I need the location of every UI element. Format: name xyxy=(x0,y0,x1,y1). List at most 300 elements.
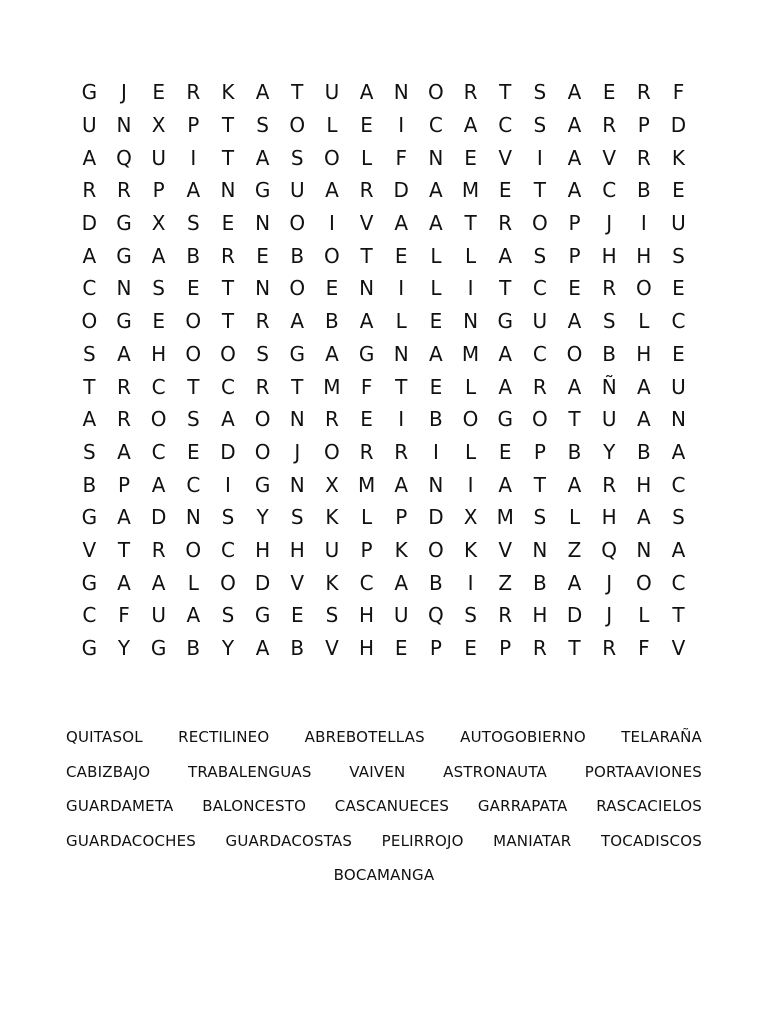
grid-cell: O xyxy=(254,407,271,432)
grid-cell: K xyxy=(394,537,408,562)
grid-cell: D xyxy=(220,439,236,464)
grid-cell: H xyxy=(636,341,652,366)
grid-cell: A xyxy=(394,211,409,236)
grid-cell: S xyxy=(82,439,96,464)
grid-cell: P xyxy=(499,636,512,661)
grid-cell: N xyxy=(428,145,444,170)
grid-cell: H xyxy=(359,603,375,628)
grid-cell: T xyxy=(221,309,235,334)
grid-cell: F xyxy=(638,636,650,661)
grid-cell: A xyxy=(117,341,131,366)
grid-cell: E xyxy=(360,407,373,432)
grid-cell: A xyxy=(221,407,235,432)
grid-cell: R xyxy=(255,374,270,399)
grid-cell: R xyxy=(532,374,547,399)
word-item: BOCAMANGA xyxy=(333,866,435,885)
grid-cell: O xyxy=(289,276,306,301)
grid-cell: E xyxy=(325,276,339,301)
grid-cell: Ñ xyxy=(601,374,617,399)
grid-cell: A xyxy=(567,178,582,203)
grid-cell: I xyxy=(225,472,231,497)
grid-cell: M xyxy=(323,374,341,399)
grid-cell: Y xyxy=(256,505,269,530)
grid-cell: O xyxy=(635,276,652,301)
grid-cell: V xyxy=(325,636,339,661)
grid-cell: S xyxy=(82,341,96,366)
grid-cell: E xyxy=(464,145,477,170)
grid-cell: O xyxy=(185,309,202,334)
grid-cell: I xyxy=(398,113,405,138)
grid-cell: N xyxy=(671,407,686,432)
grid-cell: E xyxy=(152,309,165,334)
grid-cell: A xyxy=(498,341,513,366)
word-row xyxy=(56,789,712,824)
grid-cell: T xyxy=(187,374,200,399)
grid-cell: A xyxy=(567,113,582,138)
grid-cell: R xyxy=(117,374,131,399)
grid-cell: X xyxy=(151,113,166,138)
word-item: GARRAPATA xyxy=(477,797,568,816)
word-item: ABREBOTELLAS xyxy=(304,728,425,747)
grid-cell: T xyxy=(221,113,235,138)
grid-cell: O xyxy=(324,439,340,464)
grid-cell: A xyxy=(82,407,97,432)
grid-cell: E xyxy=(464,636,477,661)
grid-cell: P xyxy=(568,211,581,236)
grid-cell: E xyxy=(186,276,200,301)
grid-cell: D xyxy=(393,178,409,203)
grid-cell: E xyxy=(672,341,685,366)
grid-cell: A xyxy=(359,80,374,105)
grid-cell: J xyxy=(606,211,613,236)
grid-cell: S xyxy=(602,309,616,334)
grid-cell: A xyxy=(117,439,131,464)
grid-cell: F xyxy=(118,603,130,628)
grid-cell: G xyxy=(358,341,375,366)
grid-cell: U xyxy=(324,537,340,562)
grid-cell: A xyxy=(671,439,686,464)
grid-cell: X xyxy=(325,472,339,497)
grid-cell: N xyxy=(255,276,271,301)
grid-cell: P xyxy=(187,113,200,138)
grid-cell: I xyxy=(190,145,197,170)
grid-cell: D xyxy=(150,505,167,530)
grid-cell: D xyxy=(670,113,687,138)
grid-cell: S xyxy=(533,113,547,138)
grid-cell: E xyxy=(672,178,685,203)
grid-cell: F xyxy=(360,374,373,399)
grid-cell: B xyxy=(636,439,651,464)
grid-cell: R xyxy=(82,178,97,203)
grid-cell: O xyxy=(531,407,548,432)
word-row xyxy=(56,755,712,790)
grid-cell: N xyxy=(289,472,305,497)
grid-cell: E xyxy=(498,439,512,464)
grid-cell: R xyxy=(394,439,409,464)
grid-cell: U xyxy=(151,145,166,170)
grid-cell: C xyxy=(359,570,374,595)
grid-cell: F xyxy=(395,145,407,170)
grid-cell: V xyxy=(602,145,617,170)
grid-cell: G xyxy=(150,636,167,661)
grid-cell: P xyxy=(637,113,650,138)
grid-cell: A xyxy=(567,570,582,595)
grid-cell: E xyxy=(394,636,408,661)
grid-cell: A xyxy=(82,145,97,170)
grid-cell: Y xyxy=(603,439,616,464)
grid-cell: O xyxy=(185,341,202,366)
grid-cell: C xyxy=(532,341,547,366)
grid-cell: E xyxy=(429,309,443,334)
grid-cell: E xyxy=(290,603,304,628)
grid-cell: S xyxy=(464,603,477,628)
grid-cell: S xyxy=(672,243,685,268)
grid-cell: Z xyxy=(567,537,582,562)
word-item: ASTRONAUTA xyxy=(443,762,548,781)
grid-cell: E xyxy=(256,243,269,268)
grid-cell: A xyxy=(255,80,270,105)
grid-cell: J xyxy=(606,570,613,595)
grid-cell: R xyxy=(498,603,513,628)
grid-cell: B xyxy=(602,341,617,366)
grid-cell: Z xyxy=(498,570,513,595)
grid-cell: A xyxy=(636,505,651,530)
grid-cell: N xyxy=(359,276,375,301)
word-item: PORTAAVIONES xyxy=(584,762,702,781)
grid-cell: B xyxy=(82,472,97,497)
grid-cell: S xyxy=(290,505,304,530)
grid-cell: G xyxy=(497,309,513,334)
grid-cell: E xyxy=(498,178,512,203)
grid-cell: O xyxy=(220,570,236,595)
grid-cell: I xyxy=(640,211,647,236)
word-list xyxy=(56,720,712,893)
grid-cell: V xyxy=(82,537,97,562)
grid-cell: L xyxy=(187,570,199,595)
grid-cell: U xyxy=(671,211,686,236)
grid-cell: N xyxy=(255,211,271,236)
grid-cell: C xyxy=(428,113,443,138)
grid-cell: C xyxy=(671,309,686,334)
grid-cell: C xyxy=(186,472,201,497)
grid-cell: A xyxy=(255,636,270,661)
grid-cell: R xyxy=(602,113,617,138)
grid-cell: T xyxy=(499,80,512,105)
grid-cell: S xyxy=(186,211,200,236)
grid-cell: T xyxy=(221,276,235,301)
grid-cell: N xyxy=(220,178,236,203)
grid-cell: D xyxy=(81,211,98,236)
grid-cell: R xyxy=(636,80,651,105)
grid-cell: L xyxy=(464,374,477,399)
grid-cell: L xyxy=(395,309,407,334)
grid-cell: N xyxy=(185,505,201,530)
grid-cell: O xyxy=(220,341,236,366)
grid-cell: E xyxy=(602,80,616,105)
grid-cell: R xyxy=(359,178,374,203)
word-row xyxy=(56,824,712,859)
grid-cell: E xyxy=(360,113,373,138)
grid-cell: R xyxy=(359,439,374,464)
grid-cell: T xyxy=(117,537,131,562)
grid-cell: A xyxy=(567,145,582,170)
grid-cell: R xyxy=(151,537,166,562)
letter-grid xyxy=(72,76,696,664)
grid-cell: H xyxy=(601,243,617,268)
grid-cell: Q xyxy=(428,603,444,628)
grid-cell: S xyxy=(325,603,339,628)
grid-cell: I xyxy=(398,276,405,301)
grid-cell: A xyxy=(498,243,513,268)
grid-cell: A xyxy=(394,570,409,595)
word-row xyxy=(56,720,712,755)
grid-cell: G xyxy=(81,570,98,595)
grid-cell: T xyxy=(499,276,512,301)
grid-cell: R xyxy=(602,472,617,497)
grid-cell: P xyxy=(152,178,165,203)
grid-cell: B xyxy=(186,243,201,268)
grid-cell: C xyxy=(151,374,166,399)
grid-cell: P xyxy=(117,472,131,497)
grid-cell: O xyxy=(254,439,271,464)
grid-cell: S xyxy=(256,341,269,366)
grid-cell: M xyxy=(461,178,480,203)
grid-cell: G xyxy=(81,636,98,661)
grid-cell: B xyxy=(429,570,443,595)
grid-cell: A xyxy=(567,374,582,399)
grid-cell: E xyxy=(672,276,685,301)
grid-cell: U xyxy=(151,603,166,628)
grid-cell: E xyxy=(568,276,581,301)
grid-cell: O xyxy=(462,407,479,432)
grid-cell: N xyxy=(116,113,132,138)
grid-cell: M xyxy=(461,341,480,366)
grid-cell: Q xyxy=(601,537,618,562)
grid-cell: S xyxy=(221,603,235,628)
grid-cell: B xyxy=(532,570,547,595)
grid-cell: L xyxy=(430,276,442,301)
grid-cell: A xyxy=(394,472,409,497)
grid-cell: D xyxy=(566,603,583,628)
grid-cell: I xyxy=(536,145,543,170)
word-item: RASCACIELOS xyxy=(596,797,702,816)
grid-cell: P xyxy=(533,439,546,464)
grid-cell: N xyxy=(289,407,305,432)
grid-cell: N xyxy=(636,537,652,562)
grid-cell: A xyxy=(82,243,97,268)
grid-cell: U xyxy=(532,309,548,334)
grid-cell: A xyxy=(636,407,651,432)
grid-cell: E xyxy=(429,374,443,399)
grid-cell: C xyxy=(671,472,686,497)
grid-cell: T xyxy=(464,211,477,236)
grid-cell: O xyxy=(566,341,583,366)
grid-cell: C xyxy=(151,439,166,464)
grid-cell: T xyxy=(221,145,235,170)
grid-cell: A xyxy=(290,309,305,334)
grid-cell: Q xyxy=(116,145,132,170)
grid-cell: L xyxy=(464,243,477,268)
grid-cell: S xyxy=(256,113,269,138)
grid-cell: S xyxy=(533,505,547,530)
grid-cell: A xyxy=(117,570,131,595)
grid-cell: B xyxy=(567,439,582,464)
grid-cell: C xyxy=(82,276,97,301)
grid-cell: N xyxy=(393,80,409,105)
grid-cell: N xyxy=(532,537,548,562)
grid-cell: A xyxy=(117,505,131,530)
grid-cell: A xyxy=(186,603,201,628)
grid-cell: R xyxy=(602,636,617,661)
grid-cell: O xyxy=(635,570,652,595)
grid-cell: T xyxy=(291,374,304,399)
word-item: MANIATAR xyxy=(493,831,572,850)
grid-cell: G xyxy=(497,407,513,432)
grid-cell: R xyxy=(221,243,235,268)
grid-cell: E xyxy=(221,211,235,236)
grid-cell: R xyxy=(498,211,513,236)
grid-cell: N xyxy=(428,472,444,497)
grid-cell: U xyxy=(393,603,409,628)
grid-cell: D xyxy=(428,505,444,530)
grid-cell: G xyxy=(289,341,306,366)
grid-cell: G xyxy=(116,309,132,334)
grid-cell: T xyxy=(360,243,373,268)
grid-cell: R xyxy=(186,80,201,105)
grid-cell: I xyxy=(398,407,405,432)
grid-cell: I xyxy=(328,211,335,236)
grid-cell: L xyxy=(361,145,373,170)
grid-cell: A xyxy=(636,374,651,399)
grid-cell: C xyxy=(532,276,547,301)
word-item: CABIZBAJO xyxy=(66,762,151,781)
grid-cell: J xyxy=(606,603,613,628)
word-row xyxy=(56,858,712,893)
grid-cell: F xyxy=(672,80,685,105)
word-item: QUITASOL xyxy=(66,728,143,747)
grid-cell: A xyxy=(151,472,166,497)
grid-cell: H xyxy=(636,243,652,268)
grid-cell: Y xyxy=(221,636,235,661)
grid-cell: O xyxy=(81,309,98,334)
grid-cell: J xyxy=(121,80,127,105)
grid-cell: K xyxy=(325,570,339,595)
grid-cell: T xyxy=(395,374,408,399)
grid-cell: G xyxy=(254,603,271,628)
grid-cell: T xyxy=(533,472,546,497)
grid-cell: O xyxy=(531,211,548,236)
grid-cell: T xyxy=(672,603,685,628)
grid-cell: S xyxy=(672,505,685,530)
grid-cell: K xyxy=(463,537,478,562)
grid-cell: S xyxy=(186,407,200,432)
grid-cell: A xyxy=(567,472,582,497)
word-item: GUARDACOSTAS xyxy=(225,831,353,850)
grid-cell: K xyxy=(671,145,686,170)
grid-cell: G xyxy=(254,472,271,497)
grid-cell: C xyxy=(602,178,617,203)
grid-cell: U xyxy=(289,178,305,203)
grid-cell: E xyxy=(394,243,408,268)
grid-cell: H xyxy=(289,537,305,562)
grid-cell: I xyxy=(467,472,474,497)
grid-cell: O xyxy=(324,243,340,268)
grid-cell: R xyxy=(255,309,270,334)
grid-cell: L xyxy=(326,113,338,138)
grid-cell: R xyxy=(636,145,651,170)
grid-cell: L xyxy=(464,439,477,464)
grid-cell: U xyxy=(671,374,686,399)
grid-cell: U xyxy=(601,407,617,432)
grid-cell: A xyxy=(463,113,478,138)
grid-cell: Y xyxy=(117,636,131,661)
word-item: RECTILINEO xyxy=(178,728,270,747)
grid-cell: A xyxy=(429,178,443,203)
grid-cell: B xyxy=(290,636,305,661)
grid-cell: N xyxy=(116,276,132,301)
grid-cell: A xyxy=(359,309,374,334)
grid-cell: V xyxy=(498,537,513,562)
grid-cell: P xyxy=(429,636,442,661)
grid-cell: V xyxy=(359,211,374,236)
word-item: VAIVEN xyxy=(349,762,406,781)
grid-cell: A xyxy=(429,341,443,366)
grid-cell: A xyxy=(186,178,201,203)
grid-cell: S xyxy=(152,276,165,301)
grid-cell: O xyxy=(185,537,202,562)
word-item: PELIRROJO xyxy=(381,831,464,850)
grid-cell: S xyxy=(221,505,235,530)
grid-cell: M xyxy=(496,505,514,530)
grid-cell: V xyxy=(498,145,513,170)
grid-cell: B xyxy=(290,243,305,268)
grid-cell: L xyxy=(638,603,650,628)
grid-cell: P xyxy=(360,537,373,562)
grid-cell: M xyxy=(357,472,376,497)
grid-cell: C xyxy=(82,603,97,628)
grid-cell: X xyxy=(151,211,166,236)
grid-cell: I xyxy=(432,439,439,464)
grid-cell: J xyxy=(294,439,301,464)
grid-cell: A xyxy=(255,145,270,170)
grid-cell: O xyxy=(289,113,306,138)
grid-cell: A xyxy=(325,178,339,203)
grid-cell: L xyxy=(568,505,581,530)
grid-cell: R xyxy=(117,407,131,432)
grid-cell: N xyxy=(393,341,409,366)
grid-cell: A xyxy=(151,570,166,595)
grid-cell: T xyxy=(83,374,96,399)
grid-cell: E xyxy=(186,439,200,464)
word-item: TELARAÑA xyxy=(621,728,702,747)
grid-cell: S xyxy=(533,80,547,105)
grid-cell: R xyxy=(324,407,339,432)
word-item: BALONCESTO xyxy=(202,797,307,816)
grid-cell: B xyxy=(636,178,651,203)
grid-cell: C xyxy=(220,537,235,562)
grid-cell: E xyxy=(152,80,165,105)
grid-cell: A xyxy=(498,374,513,399)
grid-cell: T xyxy=(291,80,304,105)
grid-cell: O xyxy=(289,211,306,236)
grid-cell: N xyxy=(463,309,479,334)
grid-cell: T xyxy=(568,636,581,661)
word-item: GUARDACOCHES xyxy=(66,831,197,850)
grid-cell: A xyxy=(567,80,582,105)
grid-cell: I xyxy=(467,570,474,595)
grid-cell: H xyxy=(359,636,375,661)
grid-cell: R xyxy=(602,276,617,301)
